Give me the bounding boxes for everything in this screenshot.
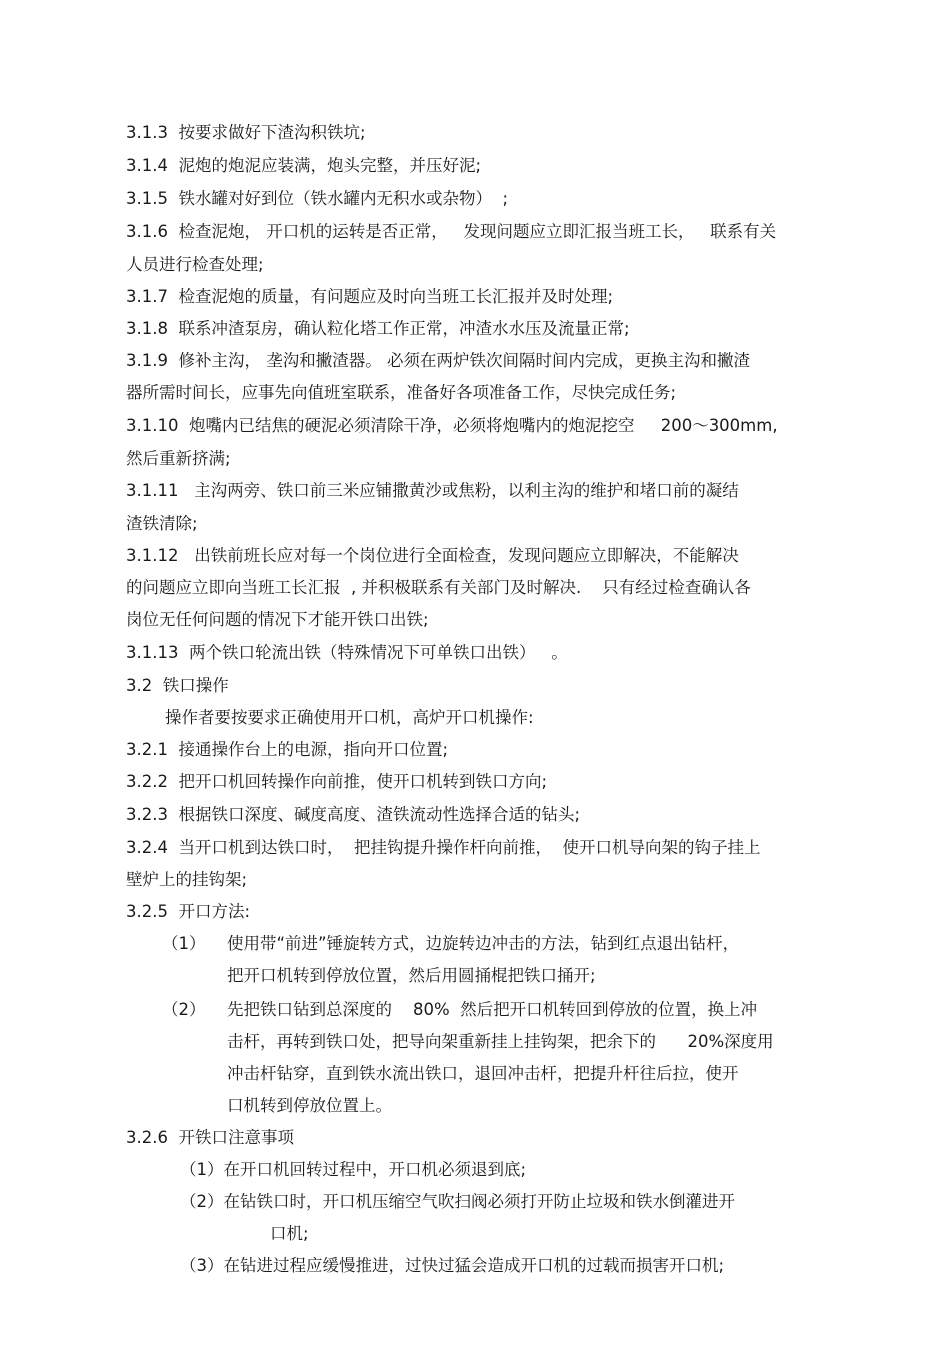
list-item-2-line-3: 冲击杆钻穿，直到铁水流出铁口，退回冲击杆，把提升杆往后拉，使开 bbox=[227, 1064, 739, 1083]
text-line-3-2-2: 3.2.2 把开口机回转操作向前推，使开口机转到铁口方向; bbox=[126, 772, 548, 791]
text-line-16: 岗位无任何问题的情况下才能开铁口出铁; bbox=[126, 610, 429, 629]
precaution-2: （2）在钻铁口时，开口机压缩空气吹扫阀必须打开防止垃圾和铁水倒灌进开 bbox=[180, 1192, 735, 1211]
text-line-9: 器所需时间长，应事先向值班室联系，准备好各项准备工作，尽快完成任务; bbox=[126, 383, 677, 402]
list-item-2-line-2: 击杆，再转到铁口处，把导向架重新挂上挂钩架，把余下的 20%深度用 bbox=[227, 1032, 774, 1051]
text-line-10: 3.1.10 炮嘴内已结焦的硬泥必须清除干净，必须将炮嘴内的炮泥挖空 200～300mm, bbox=[126, 416, 778, 435]
text-line-14: 3.1.12 出铁前班长应对每一个岗位进行全面检查，发现问题应立即解决，不能解决 bbox=[126, 546, 739, 565]
text-line-11: 然后重新挤满; bbox=[126, 449, 231, 468]
list-item-2-line-1: 先把铁口钻到总深度的 80% 然后把开口机转回到停放的位置，换上冲 bbox=[227, 1000, 758, 1019]
text-line-5: 人员进行检查处理; bbox=[126, 255, 264, 274]
text-line-6: 3.1.7 检查泥炮的质量，有问题应及时向当班工长汇报并及时处理; bbox=[126, 287, 614, 306]
list-item-1-line-1: 使用带“前进”锤旋转方式，边旋转边冲击的方法，钻到红点退出钻杆， bbox=[227, 934, 740, 953]
precaution-2-cont: 口机; bbox=[270, 1224, 309, 1243]
text-line-intro: 操作者要按要求正确使用开口机，高炉开口机操作: bbox=[165, 708, 534, 727]
text-line-15: 的问题应立即向当班工长汇报 , 并积极联系有关部门及时解决. 只有经过检查确认各 bbox=[126, 578, 751, 597]
text-line-7: 3.1.8 联系冲渣泵房，确认粒化塔工作正常，冲渣水水压及流量正常; bbox=[126, 319, 630, 338]
list-marker-1: （1） bbox=[162, 934, 206, 953]
text-line-12: 3.1.11 主沟两旁、铁口前三米应铺撒黄沙或焦粉，以利主沟的维护和堵口前的凝结 bbox=[126, 481, 739, 500]
text-line-2: 3.1.4 泥炮的炮泥应装满，炮头完整，并压好泥; bbox=[126, 156, 482, 175]
text-line-17: 3.1.13 两个铁口轮流出铁（特殊情况下可单铁口出铁） 。 bbox=[126, 643, 568, 662]
text-line-1: 3.1.3 按要求做好下渣沟积铁坑; bbox=[126, 123, 366, 142]
text-line-3-2-6: 3.2.6 开铁口注意事项 bbox=[126, 1128, 294, 1147]
section-heading-3-2: 3.2 铁口操作 bbox=[126, 676, 229, 695]
text-line-3-2-4-cont: 壁炉上的挂钩架; bbox=[126, 870, 248, 889]
precaution-3: （3）在钻进过程应缓慢推进，过快过猛会造成开口机的过载而损害开口机; bbox=[180, 1256, 725, 1275]
list-item-1-line-2: 把开口机转到停放位置，然后用圆捅棍把铁口捅开; bbox=[227, 966, 596, 985]
list-marker-2: （2） bbox=[162, 1000, 206, 1019]
text-line-3-2-1: 3.2.1 接通操作台上的电源，指向开口位置; bbox=[126, 740, 449, 759]
text-line-4: 3.1.6 检查泥炮， 开口机的运转是否正常， 发现问题应立即汇报当班工长， 联系有关 bbox=[126, 222, 777, 241]
text-line-3-2-5: 3.2.5 开口方法: bbox=[126, 902, 251, 921]
text-line-3-2-3: 3.2.3 根据铁口深度、碱度高度、渣铁流动性选择合适的钻头; bbox=[126, 805, 581, 824]
text-line-3-2-4: 3.2.4 当开口机到达铁口时， 把挂钩提升操作杆向前推， 使开口机导向架的钩子挂上 bbox=[126, 838, 761, 857]
precaution-1: （1）在开口机回转过程中，开口机必须退到底; bbox=[180, 1160, 527, 1179]
text-line-13: 渣铁清除; bbox=[126, 514, 198, 533]
text-line-8: 3.1.9 修补主沟， 垄沟和撇渣器。 必须在两炉铁次间隔时间内完成，更换主沟和撇渣 bbox=[126, 351, 750, 370]
list-item-2-line-4: 口机转到停放位置上。 bbox=[227, 1096, 392, 1115]
text-line-3: 3.1.5 铁水罐对好到位（铁水罐内无积水或杂物） ; bbox=[126, 189, 509, 208]
